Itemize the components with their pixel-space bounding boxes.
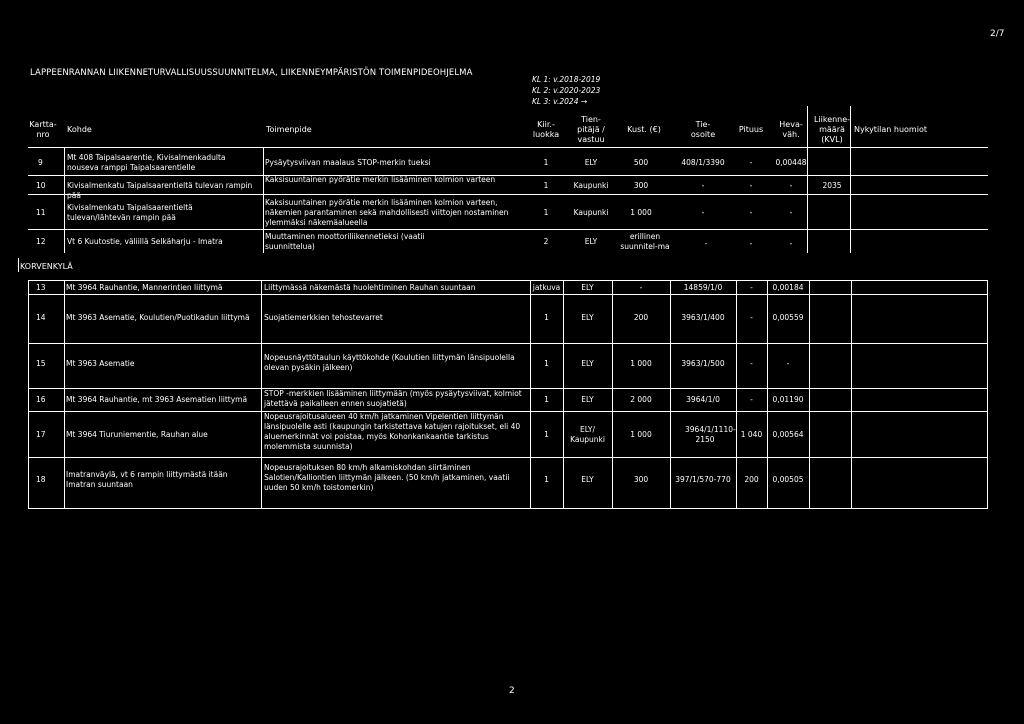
column-divider bbox=[807, 106, 808, 253]
row-divider bbox=[28, 457, 988, 458]
section-marker bbox=[18, 258, 19, 272]
column-divider bbox=[263, 147, 264, 253]
header-osoite: Tie- osoite bbox=[690, 120, 716, 139]
page-number-bottom: 2 bbox=[509, 686, 515, 696]
column-divider bbox=[64, 280, 65, 508]
column-divider bbox=[809, 280, 810, 508]
column-divider bbox=[851, 280, 852, 508]
column-divider bbox=[261, 280, 262, 508]
row-divider bbox=[28, 343, 988, 344]
header-pituus: Pituus bbox=[738, 125, 764, 134]
row-divider bbox=[28, 229, 988, 230]
header-vastuu: Tien- pitäjä / vastuu bbox=[577, 115, 605, 144]
column-divider bbox=[64, 147, 65, 253]
class-note-3: KL 3: v.2024 → bbox=[532, 97, 588, 106]
row-divider bbox=[28, 194, 988, 195]
header-kiir: Kiir.- luokka bbox=[532, 120, 560, 139]
table-border-top bbox=[28, 280, 988, 281]
header-kohde: Kohde bbox=[67, 125, 92, 134]
table-border-bottom bbox=[28, 508, 988, 509]
header-huom: Nykytilan huomiot bbox=[854, 125, 927, 134]
page-number-top: 2/7 bbox=[990, 29, 1005, 39]
class-note-2: KL 2: v.2020-2023 bbox=[532, 86, 601, 95]
row-divider bbox=[28, 294, 988, 295]
column-divider bbox=[28, 280, 29, 508]
header-nro: Kartta- nro bbox=[29, 120, 57, 139]
class-note-1: KL 1: v.2018-2019 bbox=[532, 75, 601, 84]
header-heva: Heva- väh. bbox=[779, 120, 803, 139]
column-divider bbox=[987, 280, 988, 508]
section-title: KORVENKYLÄ bbox=[20, 262, 73, 271]
header-toimenpide: Toimenpide bbox=[266, 125, 312, 134]
header-kust: Kust. (€) bbox=[627, 125, 661, 134]
header-kvl: Liikenne- määrä (KVL) bbox=[813, 115, 851, 144]
column-divider bbox=[850, 106, 851, 253]
document-title: LAPPEENRANNAN LIIKENNETURVALLISUUSSUUNNITELMA, LIIKENNEYMPÄRISTÖN TOIMENPIDEOHJELMA bbox=[30, 68, 473, 78]
header-divider bbox=[28, 147, 988, 148]
